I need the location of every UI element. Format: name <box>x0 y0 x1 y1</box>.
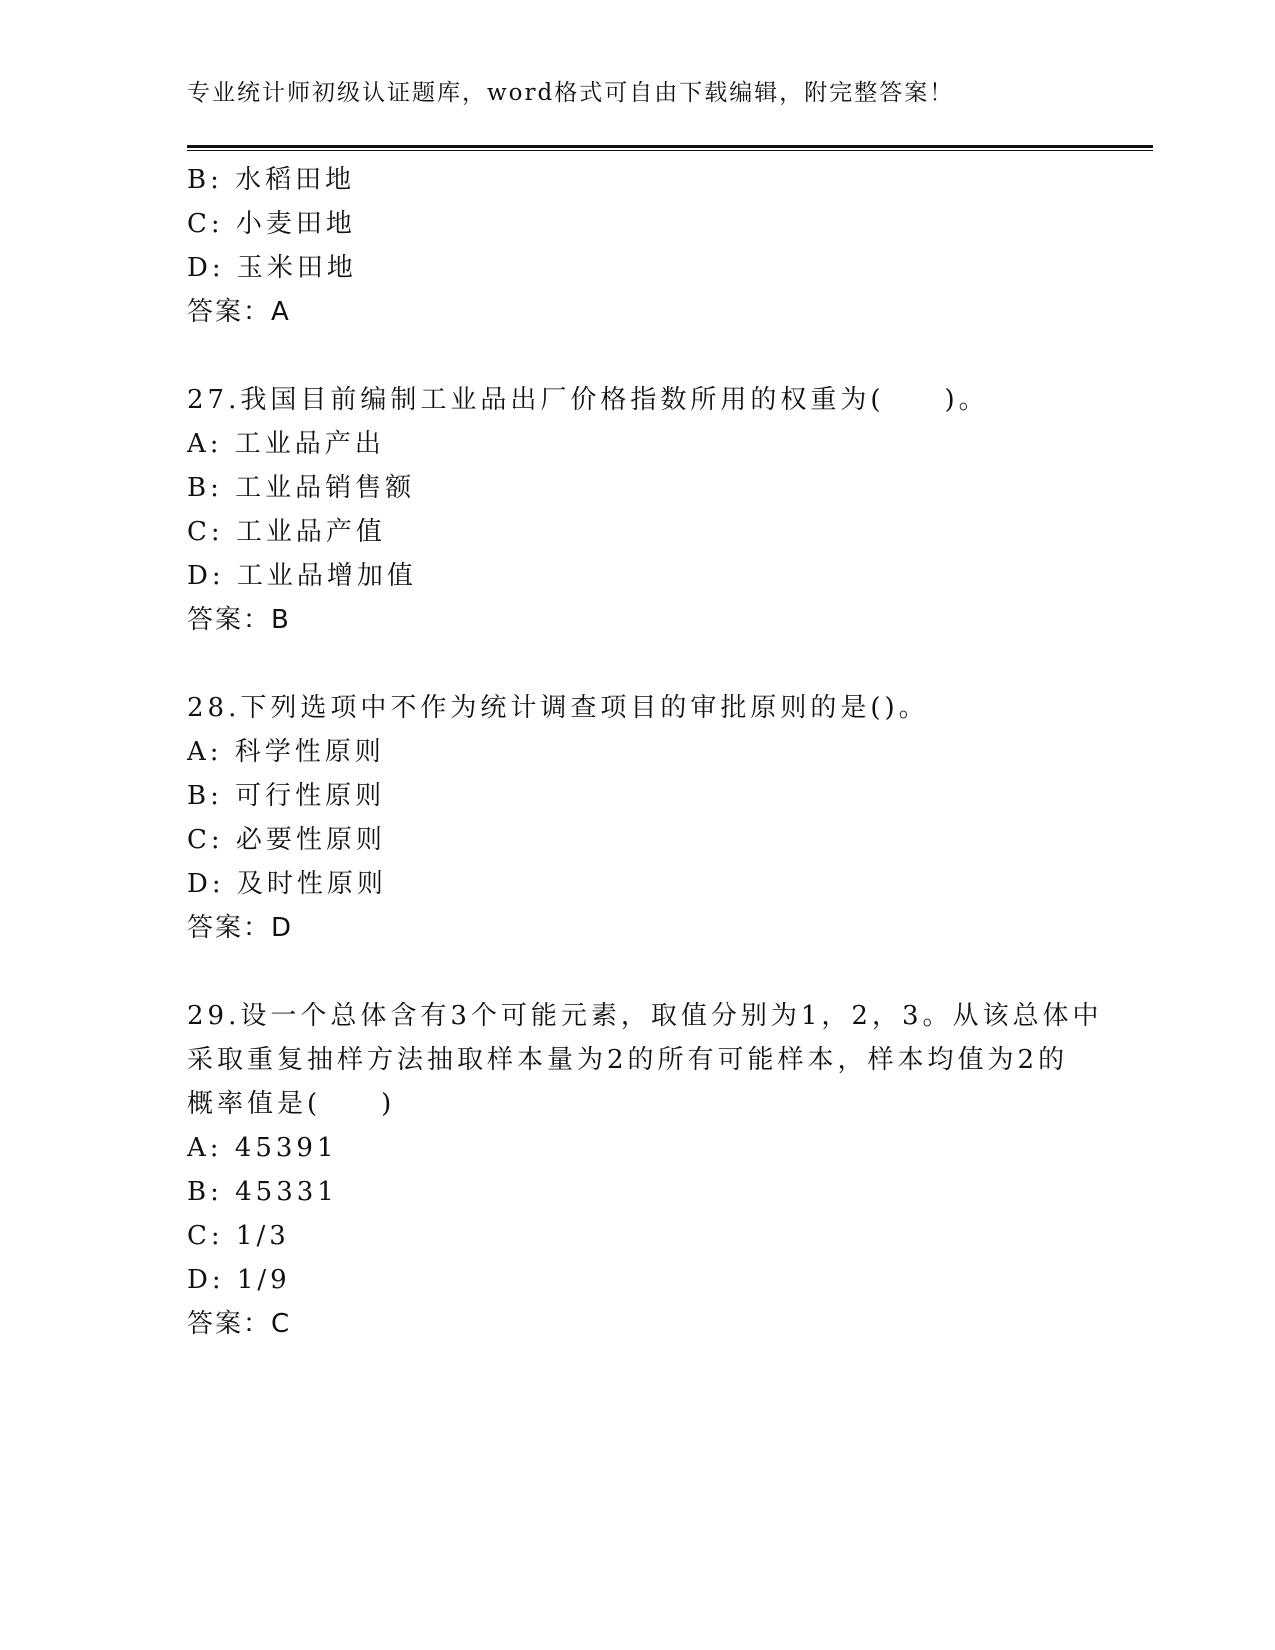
q29-option-a: A: 45391 <box>187 1133 338 1163</box>
q26-option-c: C: 小麦田地 <box>187 209 356 239</box>
header-rule-thick <box>187 145 1153 148</box>
q29-option-c: C: 1/3 <box>187 1221 290 1251</box>
q28-option-d: D: 及时性原则 <box>187 869 387 899</box>
q27-option-b: B: 工业品销售额 <box>187 473 416 503</box>
q28-answer: 答案：D <box>187 913 294 943</box>
q28-question: 28.下列选项中不作为统计调查项目的审批原则的是()。 <box>187 693 929 723</box>
page-header: 专业统计师初级认证题库，word格式可自由下载编辑，附完整答案！ <box>187 80 955 106</box>
q26-option-b: B: 水稻田地 <box>187 165 356 195</box>
q29-question-line-1: 29.设一个总体含有3个可能元素，取值分别为1，2，3。从该总体中 <box>187 1001 1103 1031</box>
q29-question-line-2: 采取重复抽样方法抽取样本量为2的所有可能样本，样本均值为2的 <box>187 1045 1069 1075</box>
q29-option-b: B: 45331 <box>187 1177 338 1207</box>
q28-option-a: A: 科学性原则 <box>187 737 385 767</box>
q29-option-d: D: 1/9 <box>187 1265 291 1295</box>
q28-option-c: C: 必要性原则 <box>187 825 386 855</box>
q26-option-d: D: 玉米田地 <box>187 253 357 283</box>
q27-question: 27.我国目前编制工业品出厂价格指数所用的权重为( )。 <box>187 385 989 415</box>
header-rule-thin <box>187 150 1153 151</box>
q29-answer: 答案：C <box>187 1309 292 1339</box>
q27-option-a: A: 工业品产出 <box>187 429 385 459</box>
q29-question-line-3: 概率值是( ) <box>187 1089 396 1119</box>
q27-option-d: D: 工业品增加值 <box>187 561 417 591</box>
q27-option-c: C: 工业品产值 <box>187 517 386 547</box>
q27-answer: 答案：B <box>187 605 291 635</box>
q26-answer: 答案：A <box>187 297 291 327</box>
q28-option-b: B: 可行性原则 <box>187 781 386 811</box>
